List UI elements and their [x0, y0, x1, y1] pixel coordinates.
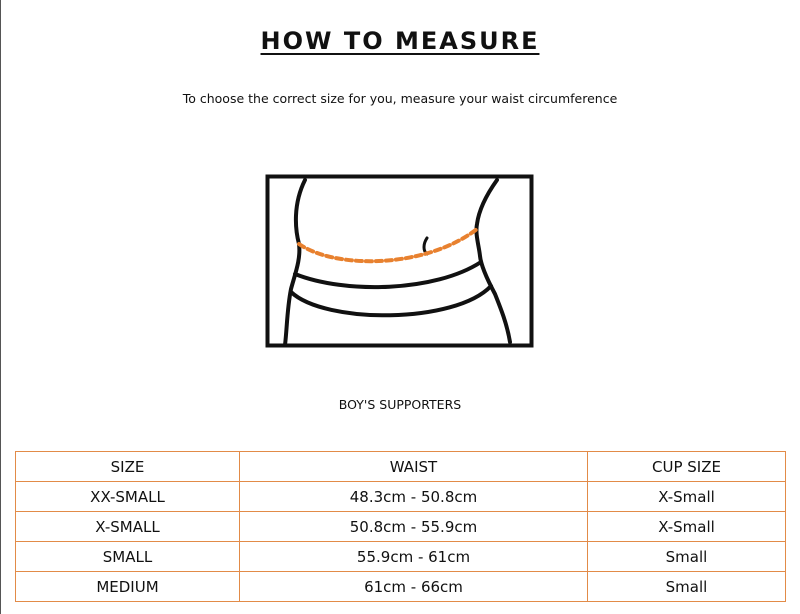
waist-cell: 48.3cm - 50.8cm: [240, 482, 588, 512]
table-heading: BOY'S SUPPORTERS: [338, 397, 462, 412]
table-row: [16, 512, 786, 542]
header-cup-size: CUP SIZE: [588, 452, 786, 482]
size-table: [15, 451, 786, 602]
size-cell: MEDIUM: [16, 572, 240, 602]
table-row: [16, 572, 786, 602]
header-waist: WAIST: [240, 452, 588, 482]
page-title: HOW TO MEASURE: [260, 27, 540, 55]
size-cell: SMALL: [16, 542, 240, 572]
waist-cell: 50.8cm - 55.9cm: [240, 512, 588, 542]
waist-cell: 55.9cm - 61cm: [240, 542, 588, 572]
waistband-top: [295, 262, 481, 287]
waist-measurement-icon: [265, 174, 535, 348]
cup-size-cell: Small: [588, 542, 786, 572]
waistband-bottom: [291, 286, 491, 315]
table-row: [16, 482, 786, 512]
header-size: SIZE: [16, 452, 240, 482]
waist-cell: 61cm - 66cm: [240, 572, 588, 602]
cup-size-cell: X-Small: [588, 512, 786, 542]
measuring-tape: [299, 229, 477, 261]
cup-size-cell: Small: [588, 572, 786, 602]
measure-instructions: To choose the correct size for you, measure your waist circumference: [182, 91, 618, 106]
size-cell: XX-SMALL: [16, 482, 240, 512]
size-cell: X-SMALL: [16, 512, 240, 542]
table-row: [16, 542, 786, 572]
cup-size-cell: X-Small: [588, 482, 786, 512]
table-header-row: [16, 452, 786, 482]
torso-left-outline: [285, 180, 305, 345]
